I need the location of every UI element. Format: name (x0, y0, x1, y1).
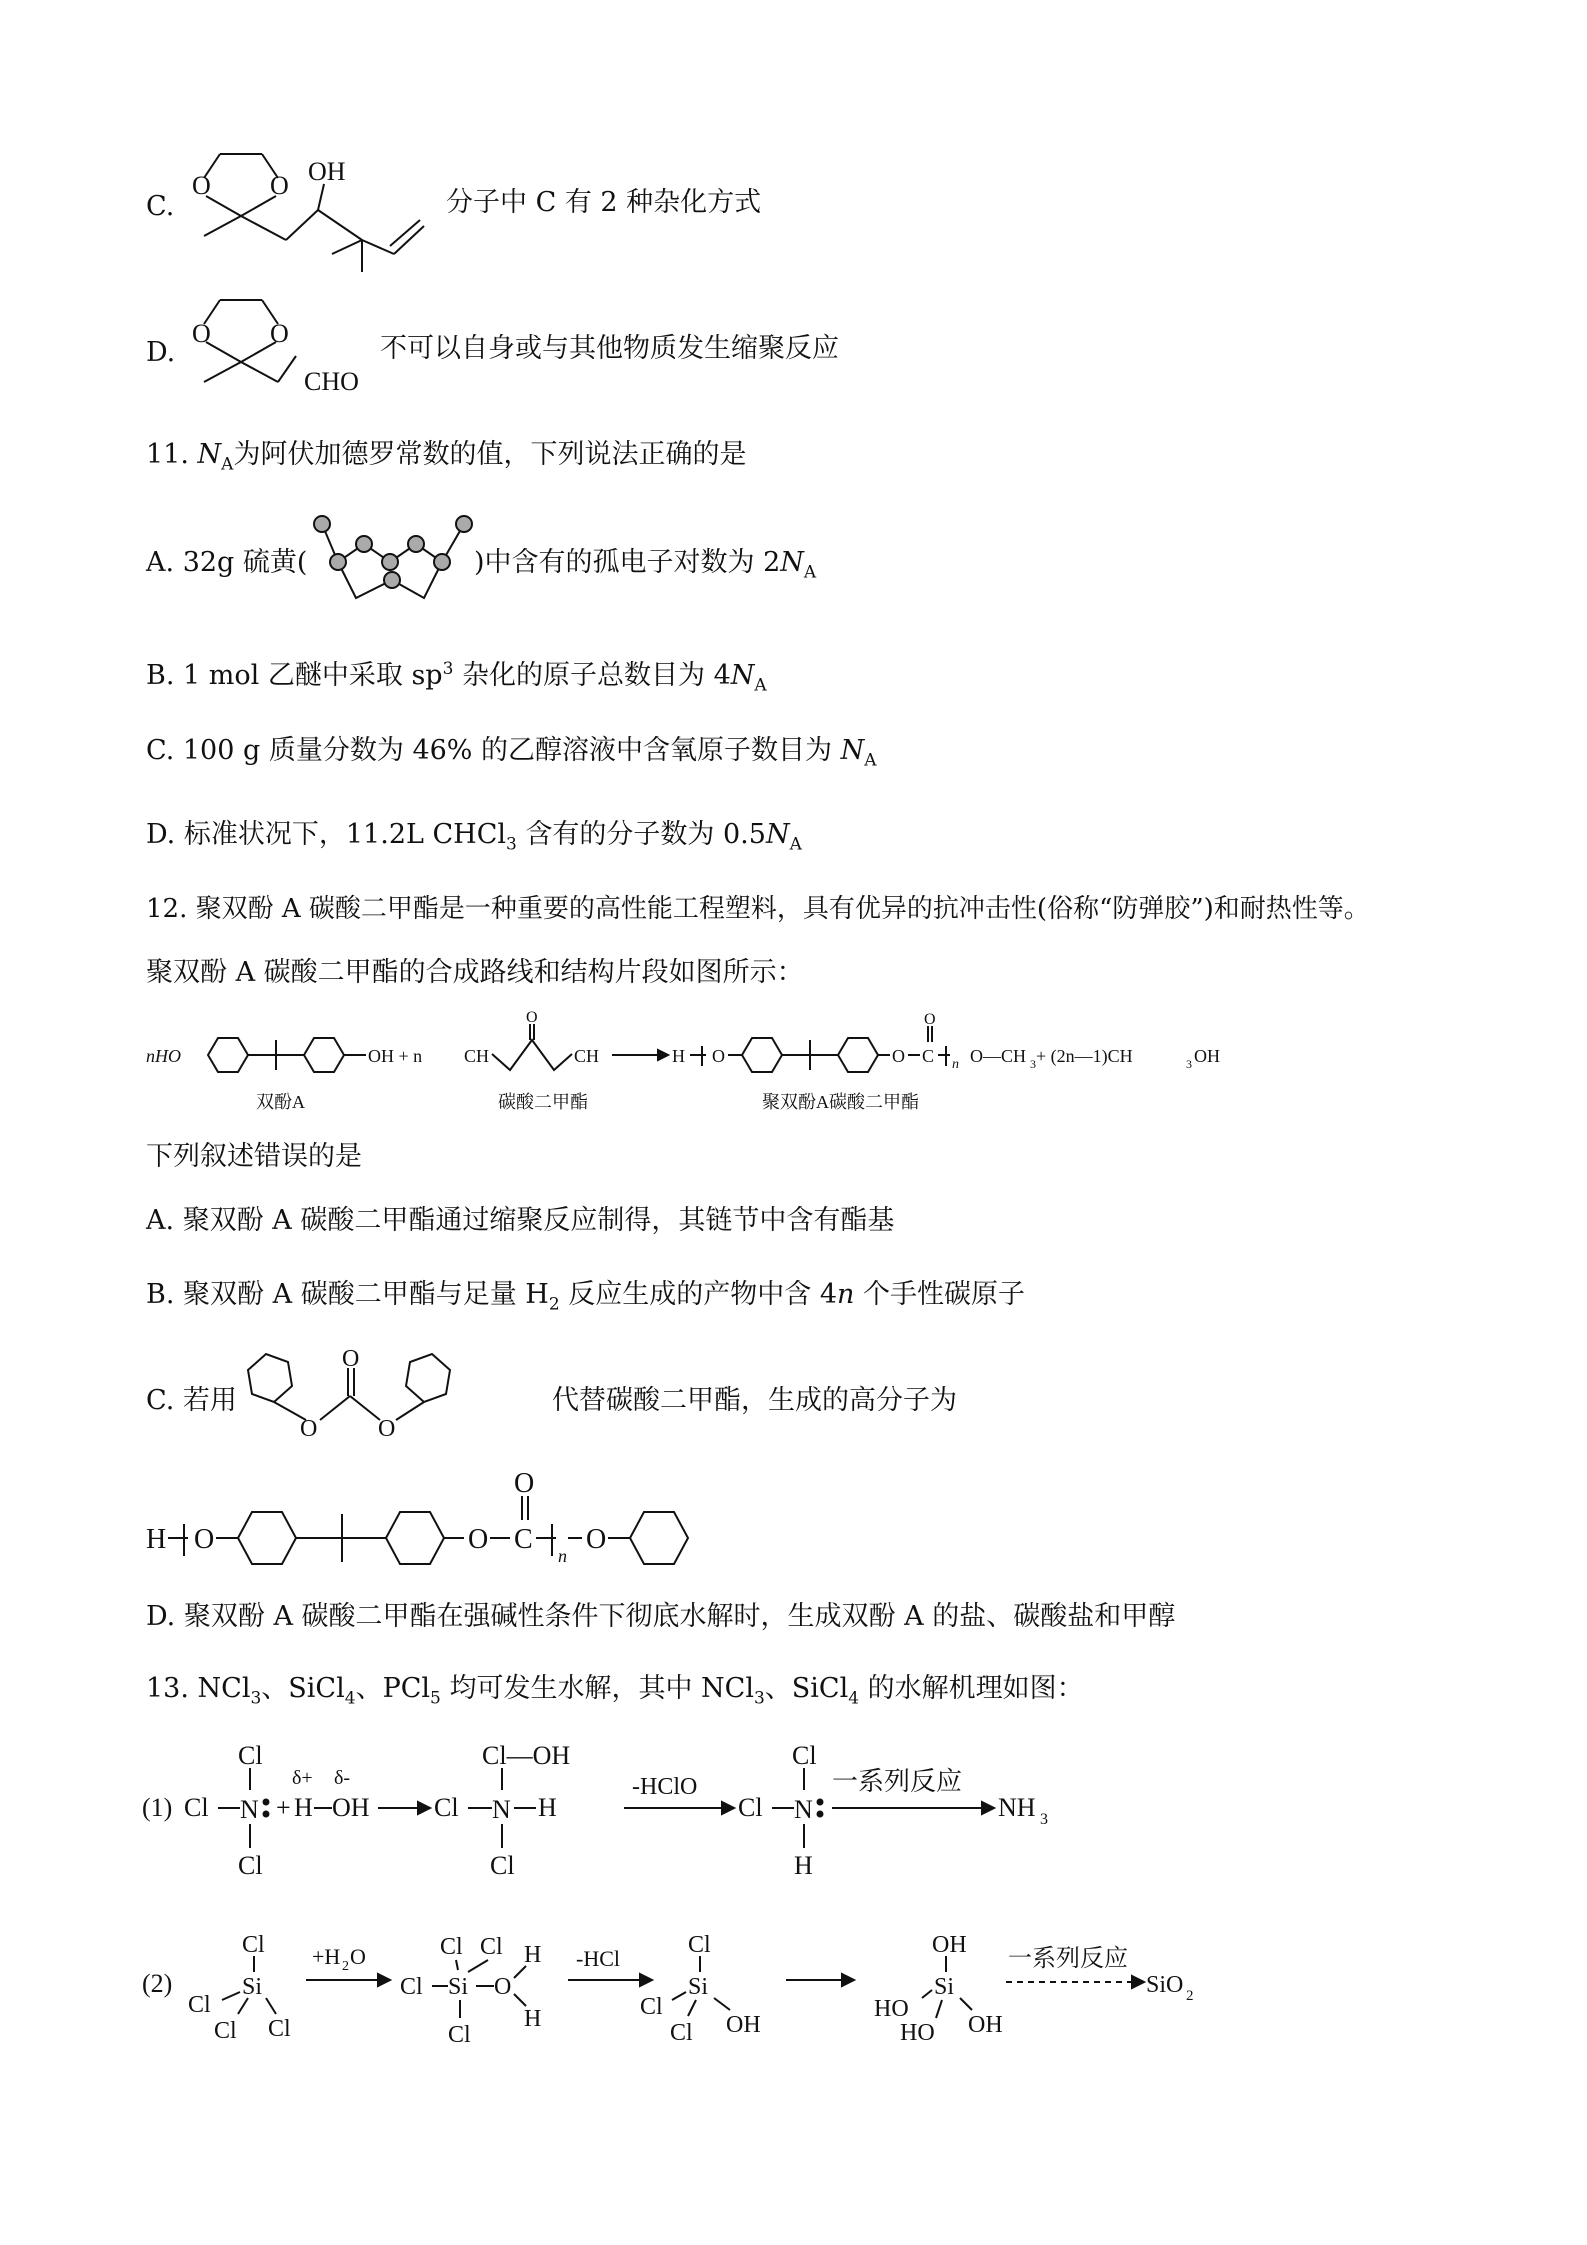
svg-text:Cl: Cl (242, 1932, 265, 1958)
q12-option-a: A. 聚双酚 A 碳酸二甲酯通过缩聚反应制得，其链节中含有酯基 (146, 1205, 895, 1236)
svg-text:OH: OH (1194, 1046, 1220, 1066)
svg-text:O: O (586, 1524, 607, 1555)
q12c-diphenyl-carbonate (244, 1340, 554, 1450)
svg-text:n: n (558, 1546, 567, 1566)
svg-text:+ (2n—1)CH: + (2n—1)CH (1036, 1046, 1133, 1066)
svg-text:N: N (240, 1795, 259, 1824)
q10d-cho: CHO (304, 367, 359, 396)
svg-text:O: O (468, 1524, 489, 1555)
svg-text:O: O (526, 1010, 538, 1026)
q13-mechanism-2 (142, 1922, 1242, 2062)
svg-text:Cl: Cl (670, 2020, 693, 2046)
svg-text:H: H (146, 1524, 167, 1555)
svg-text:Si: Si (448, 1974, 469, 2000)
svg-text:Cl: Cl (688, 1932, 711, 1958)
svg-text:Cl: Cl (440, 1934, 463, 1960)
svg-text:H: H (524, 2006, 542, 2032)
svg-text:Cl: Cl (238, 1741, 263, 1770)
svg-text:δ-: δ- (334, 1767, 351, 1789)
svg-text:SiO: SiO (1146, 1972, 1184, 1998)
svg-text:NH: NH (998, 1793, 1036, 1822)
svg-text:-HCl: -HCl (576, 1946, 620, 1971)
svg-text:2: 2 (1186, 1988, 1194, 2004)
svg-text:3: 3 (1030, 1057, 1036, 1071)
q12-option-b: B. 聚双酚 A 碳酸二甲酯与足量 $H_2$ 反应生成的产物中含 4n 个手性碳原子 (146, 1279, 1025, 1315)
svg-text:OH: OH (932, 1932, 967, 1958)
svg-text:Cl: Cl (738, 1793, 763, 1822)
q12-option-d: D. 聚双酚 A 碳酸二甲酯在强碱性条件下彻底水解时，生成双酚 A 的盐、碳酸盐和甲醇 (146, 1601, 1176, 1632)
svg-text:2: 2 (342, 1959, 349, 1974)
svg-text:HO: HO (900, 2020, 935, 2046)
q12-stem-line2: 聚双酚 A 碳酸二甲酯的合成路线和结构片段如图所示： (146, 957, 804, 988)
svg-text:双酚A: 双酚A (256, 1092, 305, 1112)
svg-text:(2): (2) (142, 1969, 173, 1998)
svg-text:Cl: Cl (214, 2018, 237, 2044)
svg-text:Cl: Cl (184, 1793, 209, 1822)
svg-text:Cl: Cl (490, 1851, 515, 1880)
svg-text:Cl: Cl (434, 1793, 459, 1822)
q11-option-c: C. 100 g 质量分数为 46% 的乙醇溶液中含氧原子数目为 $N_A$ (146, 735, 877, 771)
q10-option-d-label: D. (146, 337, 176, 368)
q11a-pre: 32g 硫黄( (182, 547, 308, 578)
svg-text:一系列反应: 一系列反应 (832, 1767, 963, 1796)
svg-text:HO: HO (874, 1996, 909, 2022)
svg-text:O: O (350, 1944, 366, 1969)
svg-text:Cl: Cl (400, 1974, 423, 2000)
svg-text:OH + n: OH + n (368, 1046, 423, 1066)
q11-number: 11. (146, 439, 189, 470)
q12-stem-line1: 12. 聚双酚 A 碳酸二甲酯是一种重要的高性能工程塑料，具有优异的抗冲击性(俗称“防弹胶”)和耐热性等。 (146, 894, 1370, 924)
svg-text:Cl—OH: Cl—OH (482, 1741, 571, 1770)
q12-question: 下列叙述错误的是 (146, 1141, 362, 1172)
svg-text:一系列反应: 一系列反应 (1008, 1946, 1128, 1972)
svg-text:碳酸二甲酯: 碳酸二甲酯 (498, 1092, 588, 1112)
svg-text:Si: Si (934, 1974, 955, 2000)
svg-text:OH: OH (968, 2012, 1003, 2038)
svg-text:+H: +H (312, 1944, 341, 1969)
svg-text:N: N (794, 1795, 813, 1824)
q10c-o-right: O (270, 171, 289, 200)
q10-option-c-structure (186, 150, 446, 280)
svg-text:n: n (952, 1057, 959, 1072)
svg-text:聚双酚A碳酸二甲酯: 聚双酚A碳酸二甲酯 (762, 1092, 919, 1112)
svg-text:Cl: Cl (448, 2022, 471, 2048)
svg-text:OH: OH (332, 1793, 370, 1822)
svg-text:O: O (194, 1524, 215, 1555)
q10c-oh: OH (308, 157, 346, 186)
svg-text:H: H (794, 1851, 813, 1880)
svg-text:Si: Si (688, 1974, 709, 2000)
svg-text:(1): (1) (142, 1793, 173, 1822)
svg-text:O: O (378, 1416, 396, 1442)
svg-text:δ+: δ+ (292, 1767, 313, 1789)
q10-option-c-label: C. (146, 191, 175, 222)
q11-option-b: B. 1 mol 乙醚中采取 $sp^3$ 杂化的原子总数目为 $4N_A$ (146, 659, 767, 696)
svg-text:Cl: Cl (268, 2016, 291, 2042)
svg-text:O: O (494, 1974, 512, 2000)
q10-option-d-structure (186, 296, 386, 406)
svg-text:OH: OH (726, 2012, 761, 2038)
svg-text:O: O (712, 1046, 725, 1066)
svg-text:O: O (892, 1046, 905, 1066)
q12-carbonyl-c: C (922, 1046, 935, 1066)
svg-text:N: N (492, 1795, 511, 1824)
svg-text:Si: Si (242, 1974, 263, 2000)
svg-text:-HClO: -HClO (632, 1774, 698, 1800)
svg-text:Cl: Cl (640, 1994, 663, 2020)
q12-synthesis-scheme (146, 1010, 1266, 1120)
svg-text:H: H (672, 1046, 685, 1066)
svg-text:H: H (524, 1942, 542, 1968)
q10d-o-left: O (192, 319, 211, 348)
svg-text:Cl: Cl (238, 1851, 263, 1880)
svg-text:3: 3 (1040, 1811, 1048, 1828)
svg-text:Cl: Cl (188, 1992, 211, 2018)
q11-stem: 11. $N_A$为阿伏加德罗常数的值，下列说法正确的是 (146, 439, 747, 475)
svg-text:C: C (514, 1524, 533, 1555)
svg-text:O—CH: O—CH (970, 1046, 1027, 1066)
q11-option-a-post: )中含有的孤电子对数为 $2N_A$ (474, 547, 817, 583)
q10-option-c-text: 分子中 C 有 2 种杂化方式 (446, 187, 762, 218)
q13-stem: 13. NCl$_3$、SiCl$_4$、PCl$_5$ 均可发生水解，其中 NCl$_3$、SiCl$_4$ 的水解机理如图： (146, 1673, 1084, 1709)
q13-mechanism-1 (142, 1738, 1142, 1888)
q11-stem-text: 为阿伏加德罗常数的值，下列说法正确的是 (233, 439, 747, 470)
q12-option-c: C. 若用 (146, 1385, 237, 1416)
svg-text:Cl: Cl (480, 1934, 503, 1960)
svg-text:CH: CH (574, 1046, 600, 1066)
q11-option-a: A. 32g 硫黄( (146, 547, 308, 578)
q12c-product-polymer (146, 1466, 886, 1586)
q10d-o-right: O (270, 319, 289, 348)
q11-option-d: D. 标准状况下，11.2L CHCl$_3$ 含有的分子数为 $0.5N_A$ (146, 819, 802, 855)
svg-text:Cl: Cl (792, 1741, 817, 1770)
s8-crown-ring-icon (306, 510, 476, 610)
q10-option-d-text: 不可以自身或与其他物质发生缩聚反应 (380, 333, 839, 364)
svg-text:H: H (538, 1793, 557, 1822)
svg-text:3: 3 (1186, 1057, 1192, 1071)
svg-text:O: O (924, 1011, 936, 1028)
svg-text:+: + (276, 1793, 291, 1822)
q12-option-c-post: 代替碳酸二甲酯，生成的高分子为 (552, 1385, 957, 1416)
svg-text:CH: CH (464, 1046, 490, 1066)
svg-text:nHO: nHO (146, 1046, 181, 1066)
svg-text:O: O (342, 1346, 360, 1372)
svg-text:H: H (294, 1793, 313, 1822)
q11-na-symbol: N (197, 439, 222, 470)
q10c-o-left: O (192, 171, 211, 200)
svg-text:O: O (300, 1416, 318, 1442)
svg-text:O: O (514, 1468, 535, 1499)
